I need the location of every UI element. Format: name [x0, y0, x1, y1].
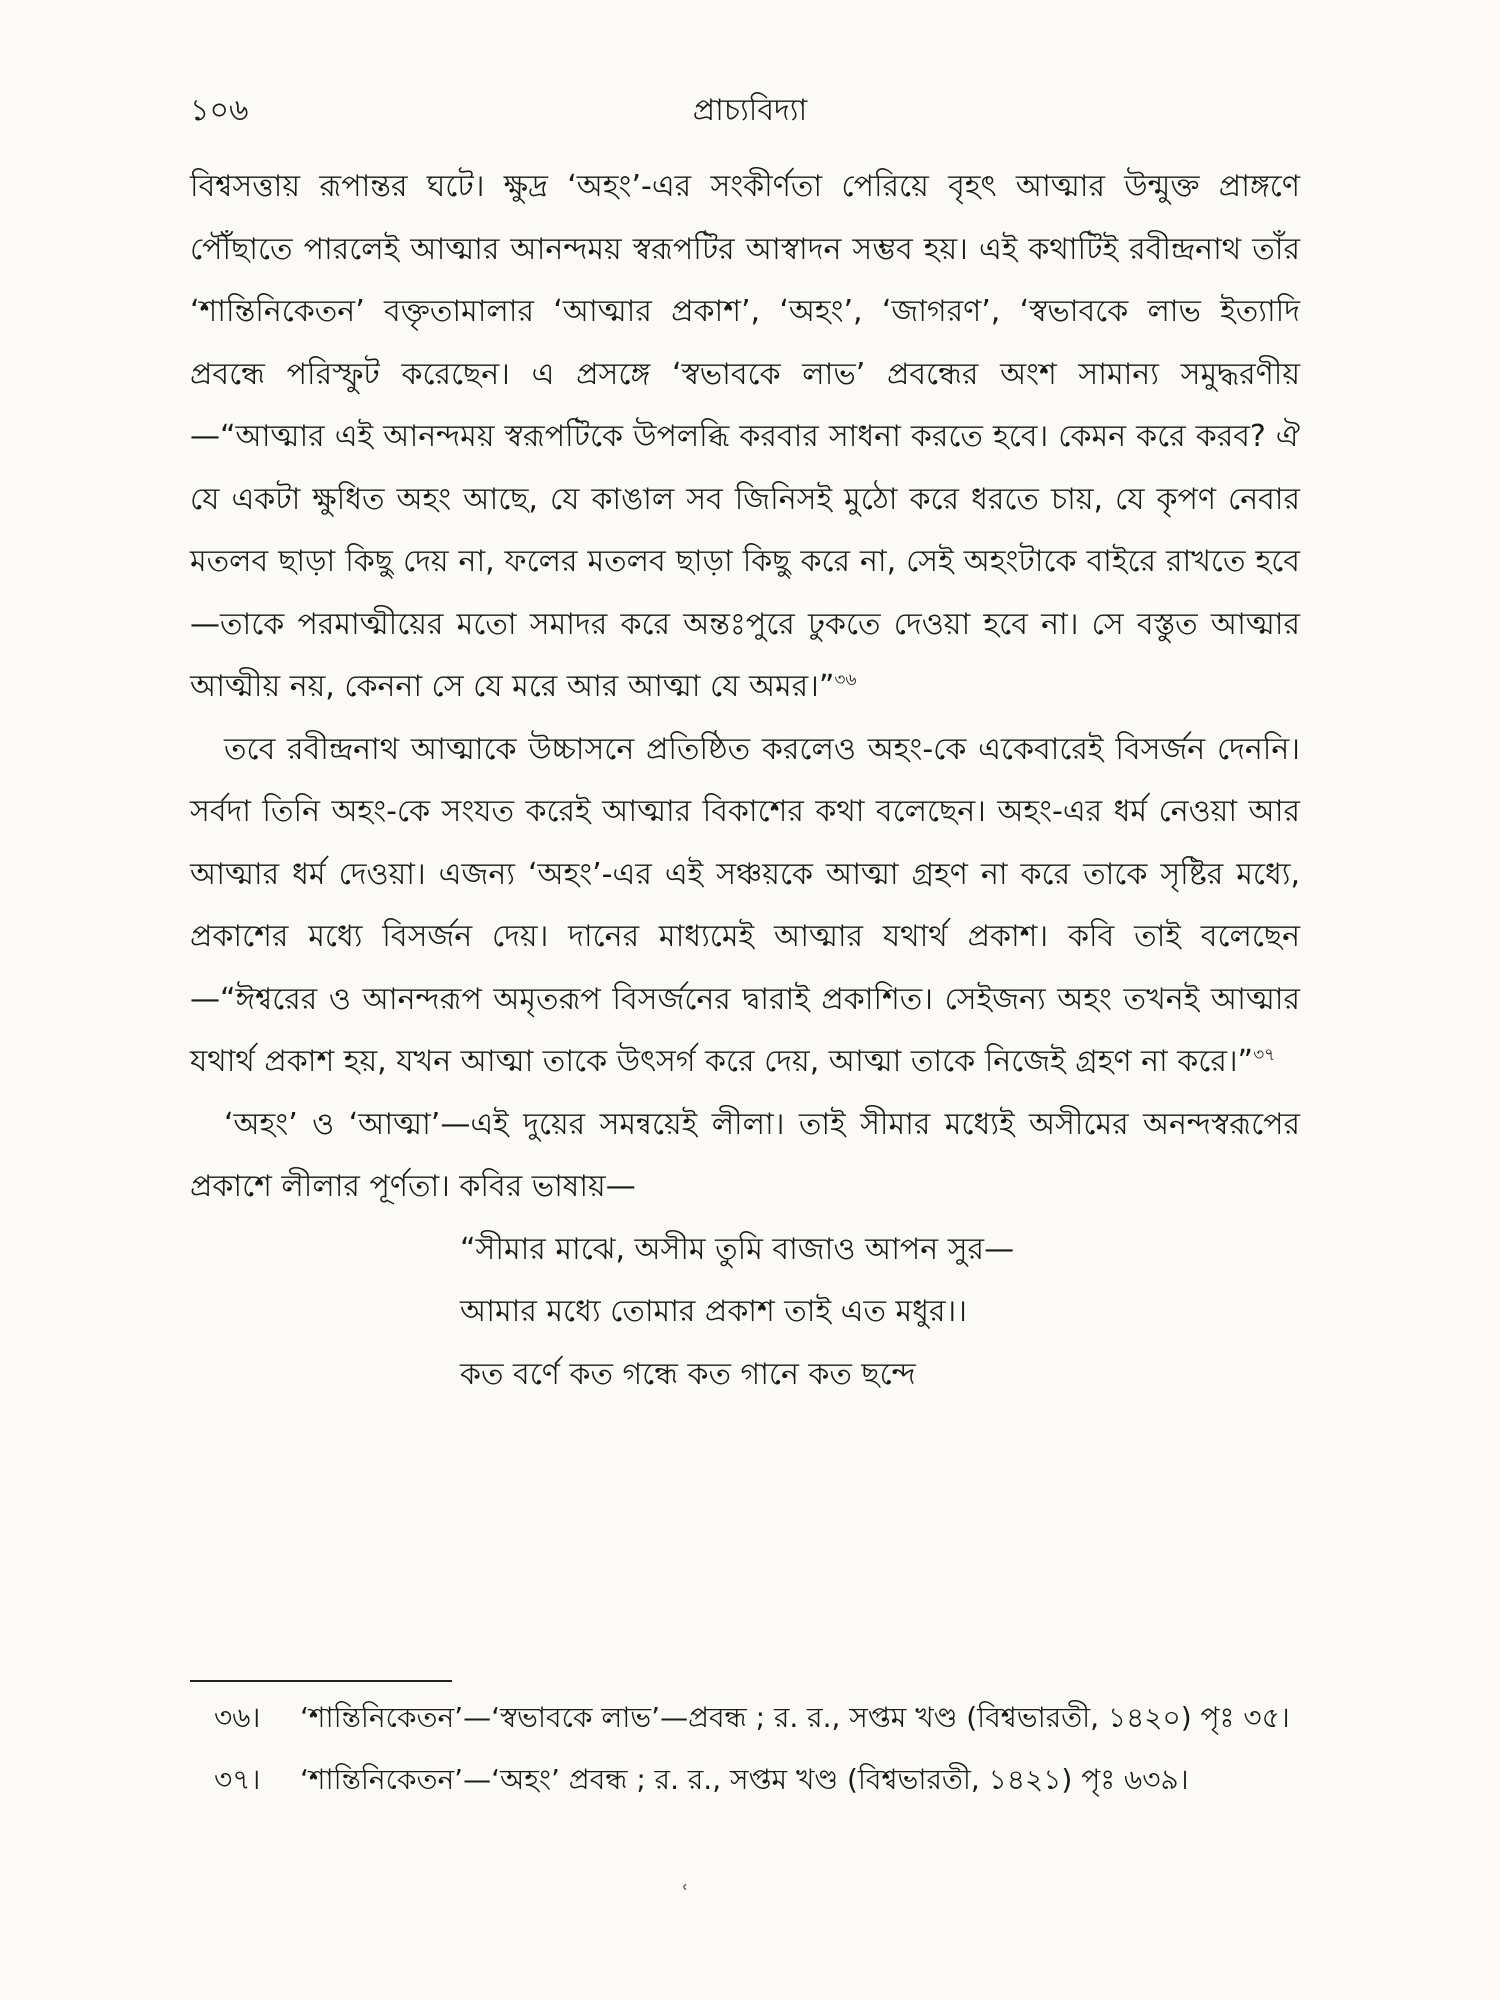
paragraph-3: ‘অহং’ ও ‘আত্মা’—এই দুয়ের সমন্বয়েই লীলা। তাই সীমার মধ্যেই অসীমের অনন্দস্বরূপের প্রকাশে লীলার পূর্ণতা। কবির ভাষায়—	[190, 1106, 1300, 1204]
footnote-divider	[190, 1680, 452, 1682]
page-header	[190, 86, 1310, 136]
verse-line: কত বর্ণে কত গন্ধে কত গানে কত ছন্দে	[460, 1356, 916, 1392]
footnote-ref-36: ৩৬	[834, 670, 857, 690]
footnote-ref-37: ৩৭	[1253, 1045, 1276, 1065]
verse-quote	[460, 1219, 1300, 1407]
running-title: প্রাচ্যবিদ্যা	[692, 93, 808, 128]
paragraph-2-text: তবে রবীন্দ্রনাথ আত্মাকে উচ্চাসনে প্রতিষ্ঠিত করলেও অহং-কে একেবারেই বিসর্জন দেননি। সর্বদা তিনি অহং-কে সংযত করেই আত্মার বিকাশের কথা বলেছেন। অহং-এর ধর্ম নেওয়া আর আত্মার ধর্ম দেওয়া। এজন্য ‘অহং’-এর এই সঞ্চয়কে আত্মা গ্রহণ না করে তাকে সৃষ্টির মধ্যে, প্রকাশের মধ্যে বিসর্জন দেয়। দানের মাধ্যমেই আত্মার যথার্থ প্রকাশ। কবি তাই বলেছেন—“ঈশ্বরের ও আনন্দরূপ অমৃতরূপ বিসর্জনের দ্বারাই প্রকাশিত। সেইজন্য অহং তখনই আত্মার যথার্থ প্রকাশ হয়, যখন আত্মা তাকে উৎসর্গ করে দেয়, আত্মা তাকে নিজেই গ্রহণ না করে।”	[190, 731, 1300, 1079]
footnote-number: ৩৬।	[214, 1701, 261, 1734]
ink-speck: ʿ	[682, 1882, 689, 1907]
footnote-item	[190, 1692, 1300, 1744]
footnote-number: ৩৭।	[214, 1763, 261, 1796]
paragraph-1	[190, 156, 1300, 719]
footnote-item	[190, 1754, 1300, 1806]
page-number: ১০৬	[190, 93, 249, 128]
body-text	[190, 156, 1300, 1406]
footnote-text: ‘শান্তিনিকেতন’—‘অহং’ প্রবন্ধ ; র. র., সপ্তম খণ্ড (বিশ্বভারতী, ১৪২১) পৃঃ ৬৩৯।	[300, 1763, 1189, 1796]
footnotes	[190, 1692, 1300, 1816]
footnote-text: ‘শান্তিনিকেতন’—‘স্বভাবকে লাভ’—প্রবন্ধ ; র. র., সপ্তম খণ্ড (বিশ্বভারতী, ১৪২০) পৃঃ ৩৫।	[300, 1701, 1290, 1734]
paragraph-2	[190, 719, 1300, 1094]
verse-line: আমার মধ্যে তোমার প্রকাশ তাই এত মধুর।।	[460, 1294, 967, 1329]
paragraph-1-text: বিশ্বসত্তায় রূপান্তর ঘটে। ক্ষুদ্র ‘অহং’-এর সংকীর্ণতা পেরিয়ে বৃহৎ আত্মার উন্মুক্ত প্রাঙ্গণে পৌঁছাতে পারলেই আত্মার আনন্দময় স্বরূপটির আস্বাদন সম্ভব হয়। এই কথাটিই রবীন্দ্রনাথ তাঁর ‘শান্তিনিকেতন’ বক্তৃতামালার ‘আত্মার প্রকাশ’, ‘অহং’, ‘জাগরণ’, ‘স্বভাবকে লাভ ইত্যাদি প্রবন্ধে পরিস্ফুট করেছেন। এ প্রসঙ্গে ‘স্বভাবকে লাভ’ প্রবন্ধের অংশ সামান্য সমুদ্ধরণীয়—“আত্মার এই আনন্দময় স্বরূপটিকে উপলব্ধি করবার সাধনা করতে হবে। কেমন করে করব? ঐ যে একটা ক্ষুধিত অহং আছে, যে কাঙাল সব জিনিসই মুঠো করে ধরতে চায়, যে কৃপণ নেবার মতলব ছাড়া কিছু দেয় না, ফলের মতলব ছাড়া কিছু করে না, সেই অহংটাকে বাইরে রাখতে হবে—তাকে পরমাত্মীয়ের মতো সমাদর করে অন্তঃপুরে ঢুকতে দেওয়া হবে না। সে বস্তুত আত্মার আত্মীয় নয়, কেননা সে যে মরে আর আত্মা যে অমর।”	[190, 169, 1300, 704]
verse-line: “সীমার মাঝে, অসীম তুমি বাজাও আপন সুর—	[460, 1231, 1015, 1267]
